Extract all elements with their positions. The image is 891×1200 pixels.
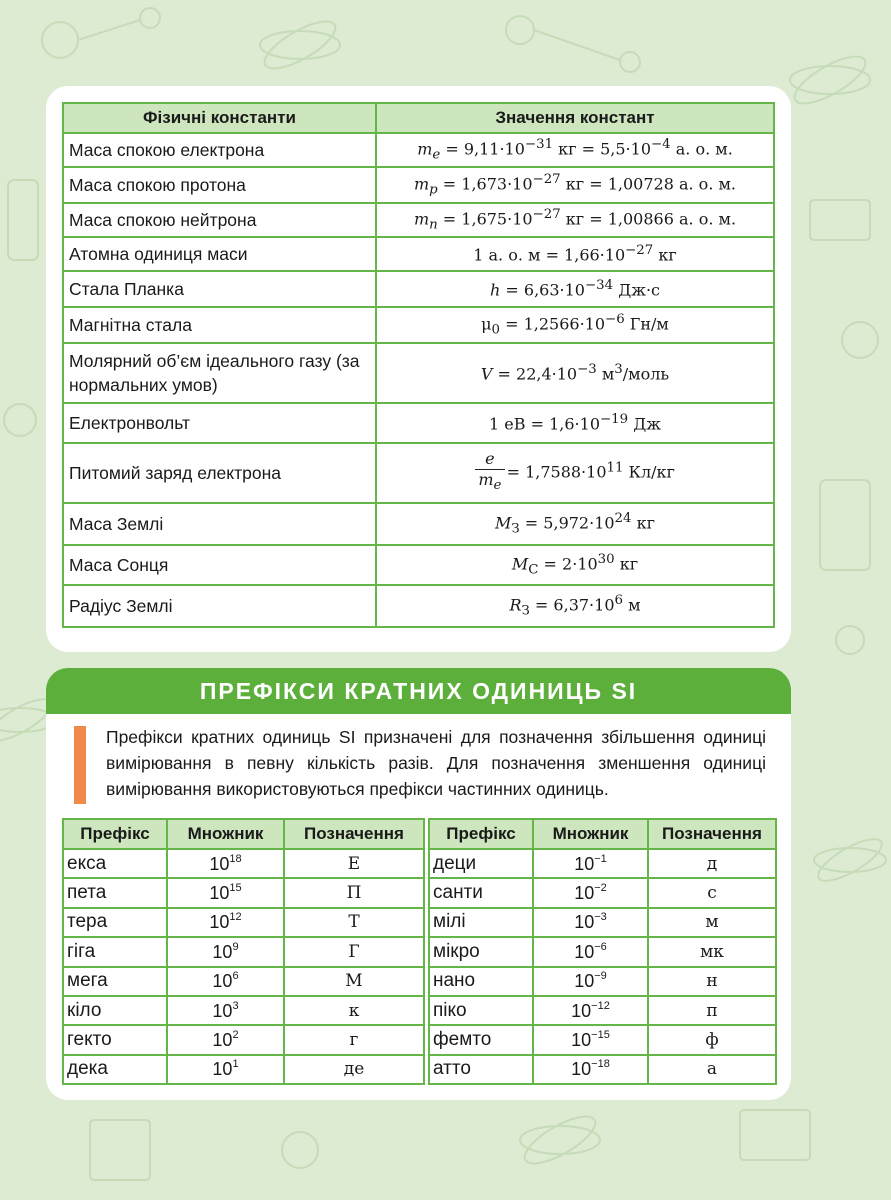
prefix-row bbox=[429, 878, 776, 907]
prefix-multiplier bbox=[167, 996, 284, 1025]
multiplier-exponent: 1 bbox=[232, 1058, 239, 1071]
prefix-multiplier bbox=[533, 1055, 648, 1084]
prefix-row bbox=[63, 1055, 424, 1084]
multiplier-exponent: −1 bbox=[594, 852, 607, 865]
prefix-symbol: М bbox=[284, 967, 424, 996]
header-prefix: Префікс bbox=[63, 819, 167, 849]
constant-name: Атомна одиниця маси bbox=[63, 237, 376, 271]
multiplier-exponent: 2 bbox=[232, 1029, 239, 1042]
constant-row bbox=[63, 307, 774, 343]
constant-value: 1 а. о. $м = 1,66\cdot 10^{-27}$ кг bbox=[376, 237, 774, 271]
constants-header-name: Фізичні константи bbox=[63, 103, 376, 133]
constant-name: Маса спокою протона bbox=[63, 167, 376, 203]
constant-name: Маса Сонця bbox=[63, 545, 376, 585]
fractional-prefixes-body bbox=[429, 849, 776, 1084]
constant-row bbox=[63, 237, 774, 271]
constants-body bbox=[63, 133, 774, 627]
multiplier-exponent: −15 bbox=[591, 1029, 610, 1042]
prefix-row bbox=[63, 849, 424, 878]
multiplier-exponent: 6 bbox=[232, 970, 239, 983]
prefix-multiplier bbox=[533, 849, 648, 878]
prefix-name: кіло bbox=[63, 996, 167, 1025]
prefix-symbol: Г bbox=[284, 937, 424, 966]
prefix-name: деци bbox=[429, 849, 533, 878]
fractional-prefixes-table bbox=[428, 818, 777, 1085]
prefix-name: нано bbox=[429, 967, 533, 996]
constant-name: Маса спокою електрона bbox=[63, 133, 376, 167]
multiple-prefixes-body bbox=[63, 849, 424, 1084]
constant-name: Стала Планка bbox=[63, 271, 376, 307]
prefix-multiplier bbox=[533, 1025, 648, 1054]
multiplier-exponent: 12 bbox=[229, 911, 242, 924]
multiple-header-row bbox=[63, 819, 424, 849]
prefix-multiplier bbox=[533, 996, 648, 1025]
prefix-row bbox=[429, 849, 776, 878]
prefix-row bbox=[63, 908, 424, 937]
prefix-symbol: г bbox=[284, 1025, 424, 1054]
constant-row bbox=[63, 403, 774, 443]
intro-accent-bar bbox=[74, 726, 86, 804]
prefixes-intro: Префікси кратних одиниць SI призначені для позначення збільшення одиниці вимірювання в певну кількість разів. Для позначення зменшення одиниці вимірювання використовуються префікси частинних одиниць. bbox=[106, 727, 766, 799]
prefix-symbol: де bbox=[284, 1055, 424, 1084]
multiplier-exponent: 18 bbox=[229, 852, 242, 865]
multiplier-exponent: −18 bbox=[591, 1058, 610, 1071]
constant-name: Молярний об’єм ідеального газу (за нормальних умов) bbox=[63, 343, 376, 403]
constant-row bbox=[63, 133, 774, 167]
multiplier-base: 10 bbox=[212, 1000, 233, 1021]
header-symbol: Позначення bbox=[284, 819, 424, 849]
prefix-symbol: д bbox=[648, 849, 776, 878]
prefix-row bbox=[429, 1055, 776, 1084]
constant-value: $m_n = 1,675\cdot 10^{-27}$ кг = 1,00866 а. о. м. bbox=[376, 203, 774, 237]
prefix-multiplier bbox=[167, 878, 284, 907]
multiplier-base: 10 bbox=[209, 883, 230, 904]
multiplier-base: 10 bbox=[212, 1030, 233, 1051]
prefix-name: мікро bbox=[429, 937, 533, 966]
prefix-multiplier bbox=[533, 908, 648, 937]
multiplier-base: 10 bbox=[571, 1059, 592, 1080]
multiplier-base: 10 bbox=[574, 883, 595, 904]
fractional-header-row bbox=[429, 819, 776, 849]
prefix-symbol: м bbox=[648, 908, 776, 937]
prefix-multiplier bbox=[167, 1025, 284, 1054]
prefix-multiplier bbox=[167, 937, 284, 966]
multiplier-base: 10 bbox=[212, 941, 233, 962]
constant-value: $\frac{e}{m_e}$ = $1,7588\cdot 10^{11}$ Кл/кг bbox=[376, 443, 774, 503]
constant-row bbox=[63, 271, 774, 307]
constant-row bbox=[63, 203, 774, 237]
header-symbol: Позначення bbox=[648, 819, 776, 849]
constant-value: $M_З = 5,972\cdot 10^{24}$ кг bbox=[376, 503, 774, 545]
header-multiplier: Множник bbox=[167, 819, 284, 849]
constant-row bbox=[63, 343, 774, 403]
constant-row bbox=[63, 443, 774, 503]
multiplier-exponent: −2 bbox=[594, 882, 607, 895]
prefix-name: тера bbox=[63, 908, 167, 937]
prefix-symbol: П bbox=[284, 878, 424, 907]
constant-name: Питомий заряд електрона bbox=[63, 443, 376, 503]
constant-value: $m_p = 1,673\cdot 10^{-27}$ кг = 1,00728 а. о. м. bbox=[376, 167, 774, 203]
multiplier-base: 10 bbox=[574, 912, 595, 933]
prefix-symbol: а bbox=[648, 1055, 776, 1084]
prefix-name: мілі bbox=[429, 908, 533, 937]
constant-row bbox=[63, 545, 774, 585]
multiplier-base: 10 bbox=[574, 941, 595, 962]
prefix-row bbox=[429, 937, 776, 966]
prefix-row bbox=[429, 967, 776, 996]
multiplier-base: 10 bbox=[212, 971, 233, 992]
prefix-symbol: с bbox=[648, 878, 776, 907]
prefix-name: піко bbox=[429, 996, 533, 1025]
constant-name: Магнітна стала bbox=[63, 307, 376, 343]
constant-value: $M_С = 2\cdot 10^{30}$ кг bbox=[376, 545, 774, 585]
prefix-symbol: Е bbox=[284, 849, 424, 878]
prefix-row bbox=[63, 967, 424, 996]
multiplier-base: 10 bbox=[209, 912, 230, 933]
prefix-row bbox=[429, 908, 776, 937]
multiplier-base: 10 bbox=[574, 971, 595, 992]
prefix-name: пета bbox=[63, 878, 167, 907]
multiplier-exponent: −12 bbox=[591, 999, 610, 1012]
constant-value: $m_e = 9,11\cdot 10^{-31}$ кг = $5,5\cdot 10^{-4}$ а. о. м. bbox=[376, 133, 774, 167]
prefix-multiplier bbox=[167, 908, 284, 937]
multiplier-exponent: 3 bbox=[232, 999, 239, 1012]
prefix-name: мега bbox=[63, 967, 167, 996]
prefixes-card bbox=[46, 668, 791, 1100]
prefix-multiplier bbox=[167, 967, 284, 996]
prefix-row bbox=[429, 1025, 776, 1054]
prefix-name: гекто bbox=[63, 1025, 167, 1054]
multiplier-base: 10 bbox=[209, 853, 230, 874]
prefix-name: атто bbox=[429, 1055, 533, 1084]
constants-card bbox=[46, 86, 791, 652]
prefix-row bbox=[429, 996, 776, 1025]
constant-value: $\mu_0 = 1,2566\cdot 10^{-6}$ Гн/м bbox=[376, 307, 774, 343]
multiplier-base: 10 bbox=[212, 1059, 233, 1080]
prefix-row bbox=[63, 937, 424, 966]
prefix-row bbox=[63, 878, 424, 907]
prefix-multiplier bbox=[533, 967, 648, 996]
multiple-prefixes-table bbox=[62, 818, 425, 1085]
prefix-name: гіга bbox=[63, 937, 167, 966]
constant-value: $h = 6,63\cdot 10^{-34}$ Дж·с bbox=[376, 271, 774, 307]
prefix-symbol: ф bbox=[648, 1025, 776, 1054]
multiplier-exponent: 9 bbox=[232, 940, 239, 953]
prefix-multiplier bbox=[533, 937, 648, 966]
multiplier-exponent: −3 bbox=[594, 911, 607, 924]
multiplier-exponent: −9 bbox=[594, 970, 607, 983]
multiplier-base: 10 bbox=[571, 1030, 592, 1051]
constant-name: Маса спокою нейтрона bbox=[63, 203, 376, 237]
prefix-multiplier bbox=[533, 878, 648, 907]
constant-value: $R_З = 6,37\cdot 10^6$ м bbox=[376, 585, 774, 627]
prefix-row bbox=[63, 1025, 424, 1054]
constant-row bbox=[63, 167, 774, 203]
constant-name: Маса Землі bbox=[63, 503, 376, 545]
prefix-name: фемто bbox=[429, 1025, 533, 1054]
prefix-symbol: п bbox=[648, 996, 776, 1025]
prefix-symbol: мк bbox=[648, 937, 776, 966]
constants-table bbox=[62, 102, 775, 628]
prefix-row bbox=[63, 996, 424, 1025]
prefix-name: санти bbox=[429, 878, 533, 907]
multiplier-exponent: −6 bbox=[594, 940, 607, 953]
multiplier-base: 10 bbox=[574, 853, 595, 874]
constant-name: Електронвольт bbox=[63, 403, 376, 443]
prefix-multiplier bbox=[167, 1055, 284, 1084]
prefixes-title: ПРЕФІКСИ КРАТНИХ ОДИНИЦЬ SI bbox=[46, 668, 791, 714]
prefix-symbol: Т bbox=[284, 908, 424, 937]
constants-header-row bbox=[63, 103, 774, 133]
header-multiplier: Множник bbox=[533, 819, 648, 849]
prefix-symbol: н bbox=[648, 967, 776, 996]
prefix-multiplier bbox=[167, 849, 284, 878]
constant-value: 1 еВ = $1,6\cdot 10^{-19}$ Дж bbox=[376, 403, 774, 443]
constant-value: $V = 22,4\cdot 10^{-3}$ $м^3$/моль bbox=[376, 343, 774, 403]
constant-name: Радіус Землі bbox=[63, 585, 376, 627]
constants-header-value: Значення констант bbox=[376, 103, 774, 133]
prefix-name: дека bbox=[63, 1055, 167, 1084]
multiplier-base: 10 bbox=[571, 1000, 592, 1021]
constant-row bbox=[63, 503, 774, 545]
multiplier-exponent: 15 bbox=[229, 882, 242, 895]
header-prefix: Префікс bbox=[429, 819, 533, 849]
prefix-name: екса bbox=[63, 849, 167, 878]
prefix-symbol: к bbox=[284, 996, 424, 1025]
constant-row bbox=[63, 585, 774, 627]
